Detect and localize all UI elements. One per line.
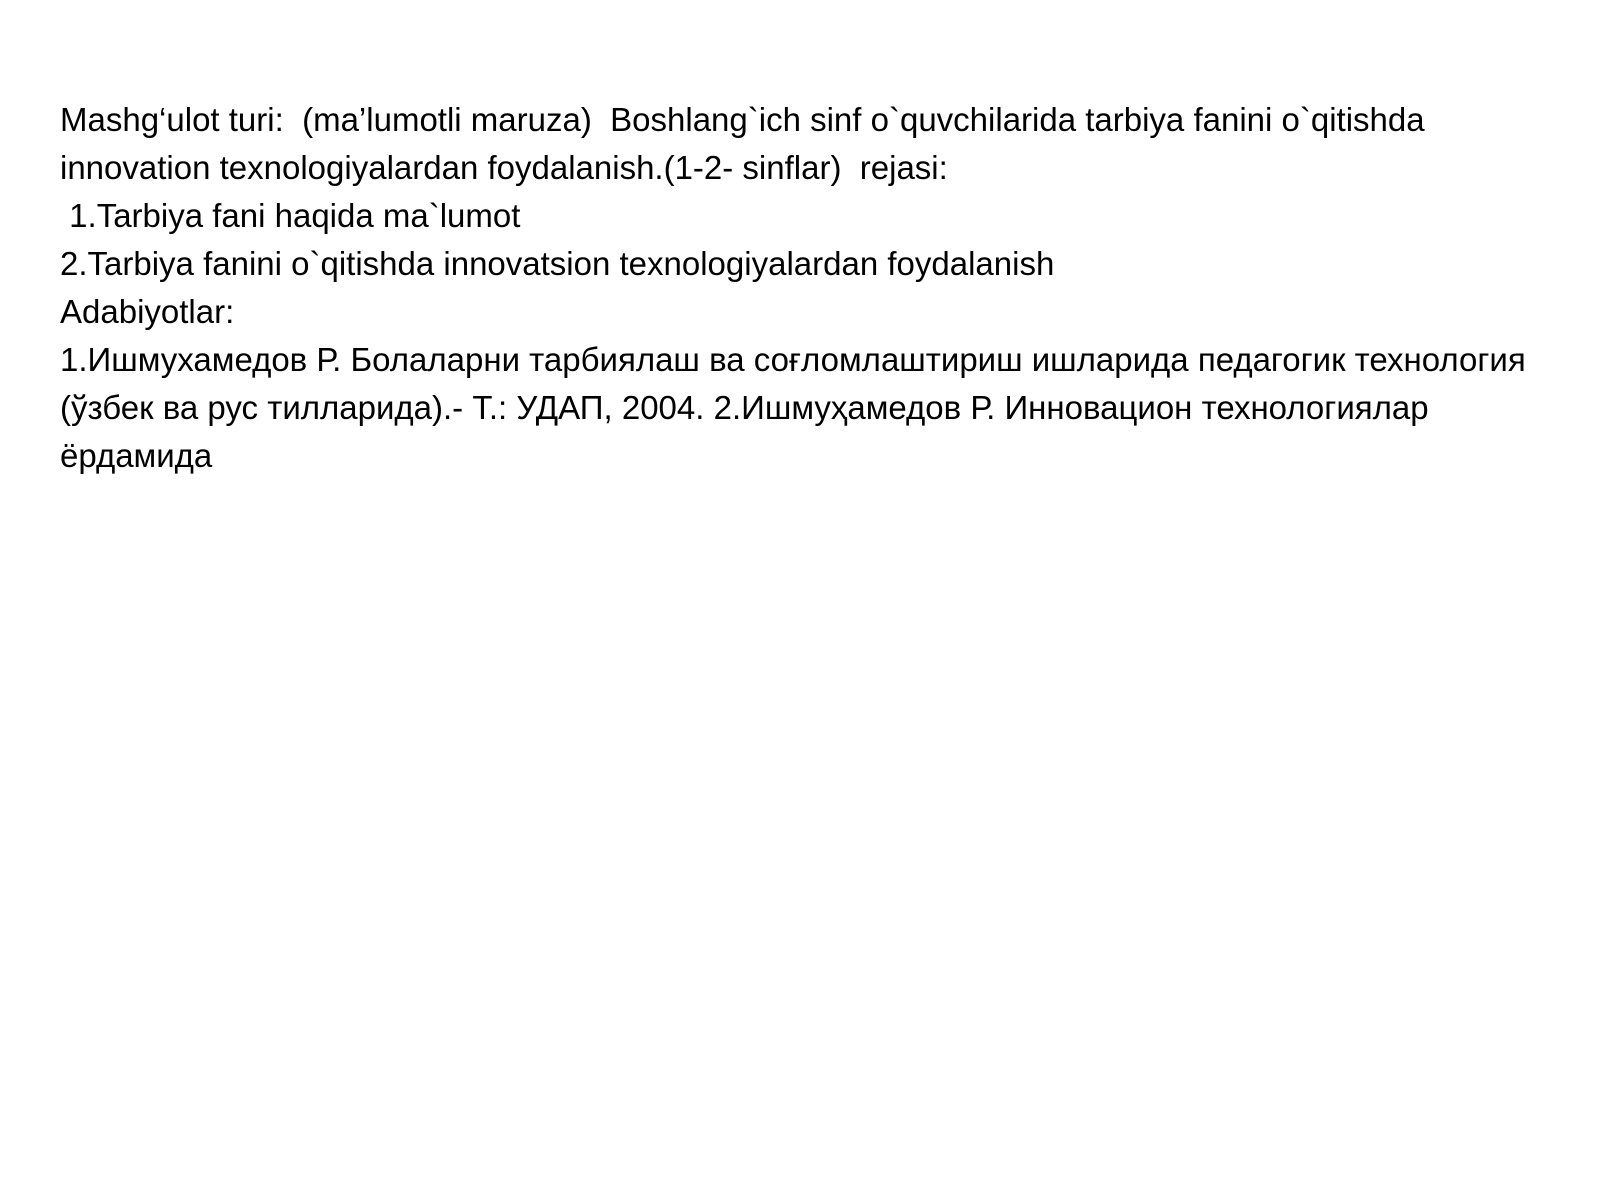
- slide-text-block: [60, 96, 1550, 480]
- plan-item-1: 1.Tarbiya fani haqida ma`lumot: [60, 197, 521, 234]
- references-list: 1.Ишмухамедов Р. Болаларни тарбиялаш ва соғломлаштириш ишларида педагогик технология (ўзбек ва рус тилларида).- Т.: УДАП, 2004. 2.Ишмуҳамедов Р. Инновацион технологиялар ёрдамида: [60, 341, 1535, 474]
- references-heading: Adabiyotlar:: [60, 293, 235, 330]
- lesson-intro: Mashg‘ulot turi: (ma’lumotli maruza) Boshlang`ich sinf o`quvchilarida tarbiya fanini o`qitishda innovation texnologiyalardan foydalanish.(1-2- sinflar) rejasi:: [60, 101, 1434, 186]
- plan-item-2: 2.Tarbiya fanini o`qitishda innovatsion texnologiyalardan foydalanish: [60, 245, 1055, 282]
